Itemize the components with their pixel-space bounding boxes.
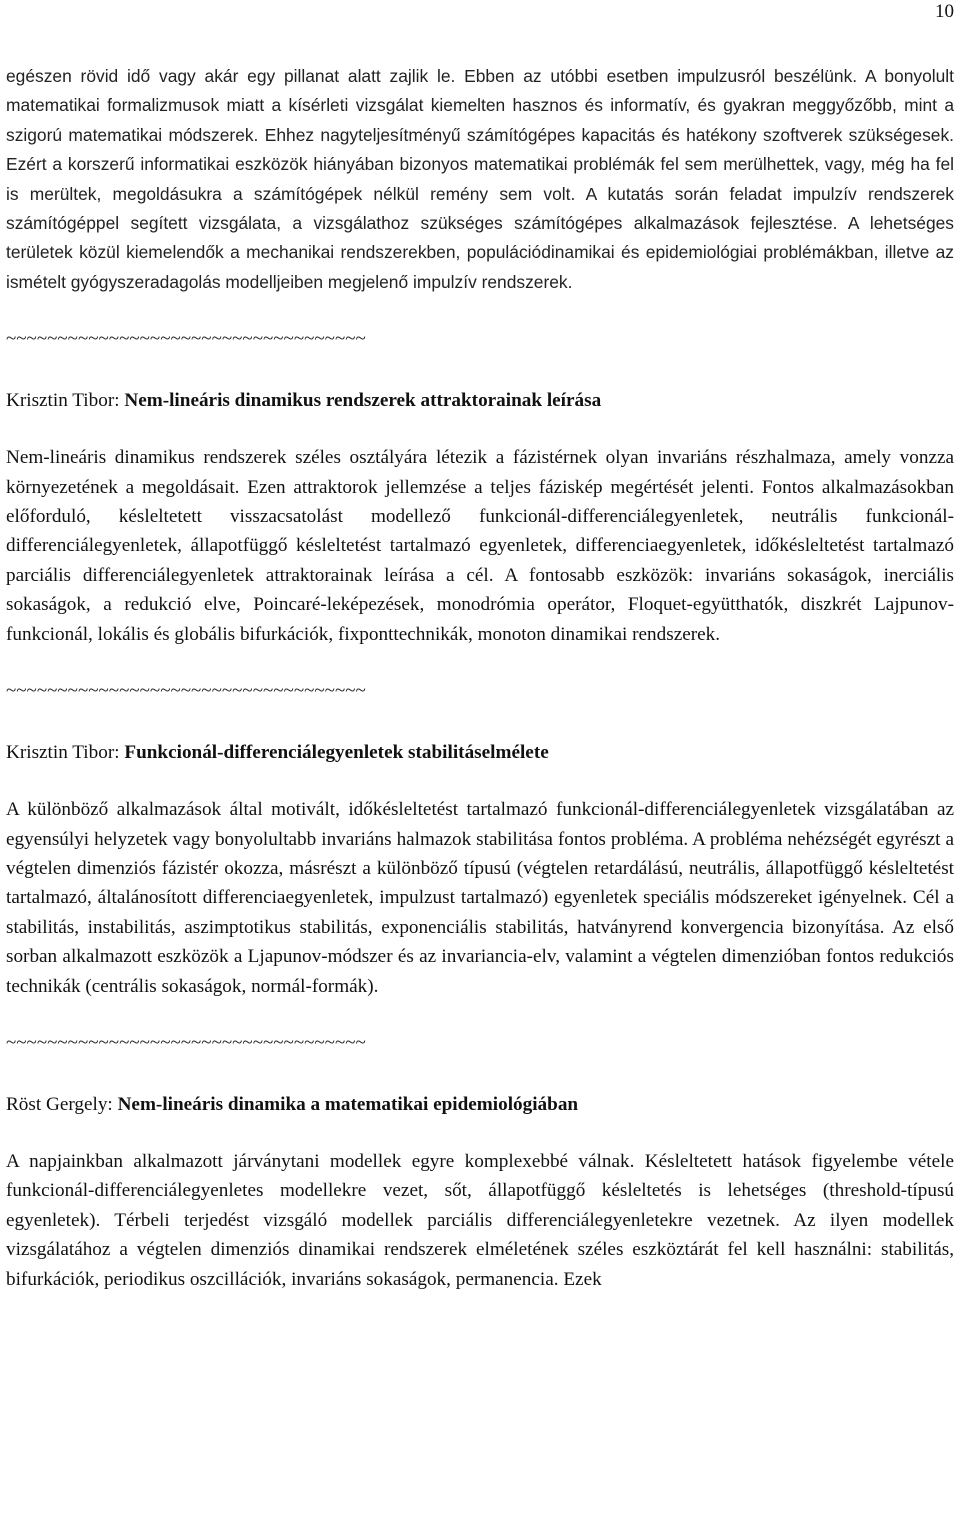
- section-author: Röst Gergely:: [6, 1093, 118, 1115]
- separator: ~~~~~~~~~~~~~~~~~~~~~~~~~~~~~~~~~~~: [6, 329, 366, 350]
- section-body-stability: A különböző alkalmazások által motivált, időkésleltetést tartalmazó funkcionál-differenciálegyenletek vizsgálatában az egyensúlyi helyzetek vagy bonyolultabb invariáns halmazok stabilitása fontos probléma. A probléma nehézségét egyrészt a végtelen dimenziós fázistér okozza, másrészt a különböző típusú (végtelen retardálású, neutrális, állapotfüggő késleltetést tartalmazó, általánosított differenciaegyenletek, impulzust tartalmazó) egyenletek speciális módszereket igényelnek. Cél a stabilitás, instabilitás, aszimptotikus stabilitás, exponenciális stabilitás, hatványrend konvergencia bizonyítása. Az első sorban alkalmazott eszközök a Ljapunov-módszer és az invariancia-elv, valamint a végtelen dimenzióban fontos redukciós technikák (centrális sokaságok, normál-formák).: [6, 799, 954, 997]
- separator: ~~~~~~~~~~~~~~~~~~~~~~~~~~~~~~~~~~~: [6, 681, 366, 702]
- section-author: Krisztin Tibor:: [6, 742, 125, 764]
- page-number: 10: [935, 1, 954, 22]
- section-body-epidemiology: A napjainkban alkalmazott járványtani modellek egyre komplexebbé válnak. Késleltetett hatások figyelembe vétele funkcionál-differenciálegyenletes modellekre vezet, sőt, állapotfüggő késleltetés is lehetséges (threshold-típusú egyenletek). Térbeli terjedést vizsgáló modellek parciális differenciálegyenletekre vezetnek. Az ilyen modellek vizsgálatához a végtelen dimenziós dinamikai rendszerek elméletének széles eszköztárát fel kell használni: stabilitás, bifurkációk, periodikus oszcillációk, invariáns sokaságok, permanencia. Ezek: [6, 1150, 954, 1290]
- page-content: [6, 62, 954, 1294]
- section-heading-stability: [6, 741, 954, 765]
- intro-paragraph: egészen rövid idő vagy akár egy pillanat alatt zajlik le. Ebben az utóbbi esetben impulzusról beszélünk. A bonyolult matematikai formalizmusok miatt a kísérleti vizsgálat kiemelten hasznos és informatív, és gyakran meggyőzőbb, mint a szigorú matematikai módszerek. Ehhez nagyteljesítményű számítógépes kapacitás és hatékony szoftverek szükségesek. Ezért a korszerű informatikai eszközök hiányában bizonyos matematikai problémák fel sem merülhettek, vagy, még ha fel is merültek, megoldásukra a számítógépek nélkül remény sem volt. A kutatás során feladat impulzív rendszerek számítógéppel segített vizsgálata, a vizsgálathoz szükséges számítógépes alkalmazások fejlesztése. A lehetséges területek közül kiemelendők a mechanikai rendszerekben, populációdinamikai és epidemiológiai problémákban, illetve az ismételt gyógyszeradagolás modelljeiben megjelenő impulzív rendszerek.: [6, 66, 954, 292]
- separator: ~~~~~~~~~~~~~~~~~~~~~~~~~~~~~~~~~~~: [6, 1032, 366, 1053]
- section-heading-epidemiology: [6, 1093, 954, 1117]
- section-author: Krisztin Tibor:: [6, 390, 125, 412]
- section-title: Nem-lineáris dinamika a matematikai epidemiológiában: [117, 1093, 579, 1115]
- section-title: Funkcionál-differenciálegyenletek stabilitáselmélete: [124, 742, 549, 764]
- section-heading-attractors: [6, 389, 954, 413]
- section-body-attractors: Nem-lineáris dinamikus rendszerek széles osztályára létezik a fázistérnek olyan invariáns részhalmaza, amely vonzza környezetének a megoldásait. Ezen attraktorok jellemzése a teljes fáziskép megértését jelenti. Fontos alkalmazásokban előforduló, késleltetett visszacsatolást modellező funkcionál-differenciálegyenletek, neutrális funkcionál-differenciálegyenletek, állapotfüggő késleltetést tartalmazó egyenletek, differenciaegyenletek, időkésleltetést tartalmazó parciális differenciálegyenletek attraktorainak leírása a cél. A fontosabb eszközök: invariáns sokaságok, inerciális sokaságok, a redukció elve, Poincaré-leképezések, monodrómia operátor, Floquet-együtthatók, diszkrét Lajpunov-funkcionál, lokális és globális bifurkációk, fixponttechnikák, monoton dinamikai rendszerek.: [6, 447, 954, 645]
- section-title: Nem-lineáris dinamikus rendszerek attraktorainak leírása: [124, 390, 602, 412]
